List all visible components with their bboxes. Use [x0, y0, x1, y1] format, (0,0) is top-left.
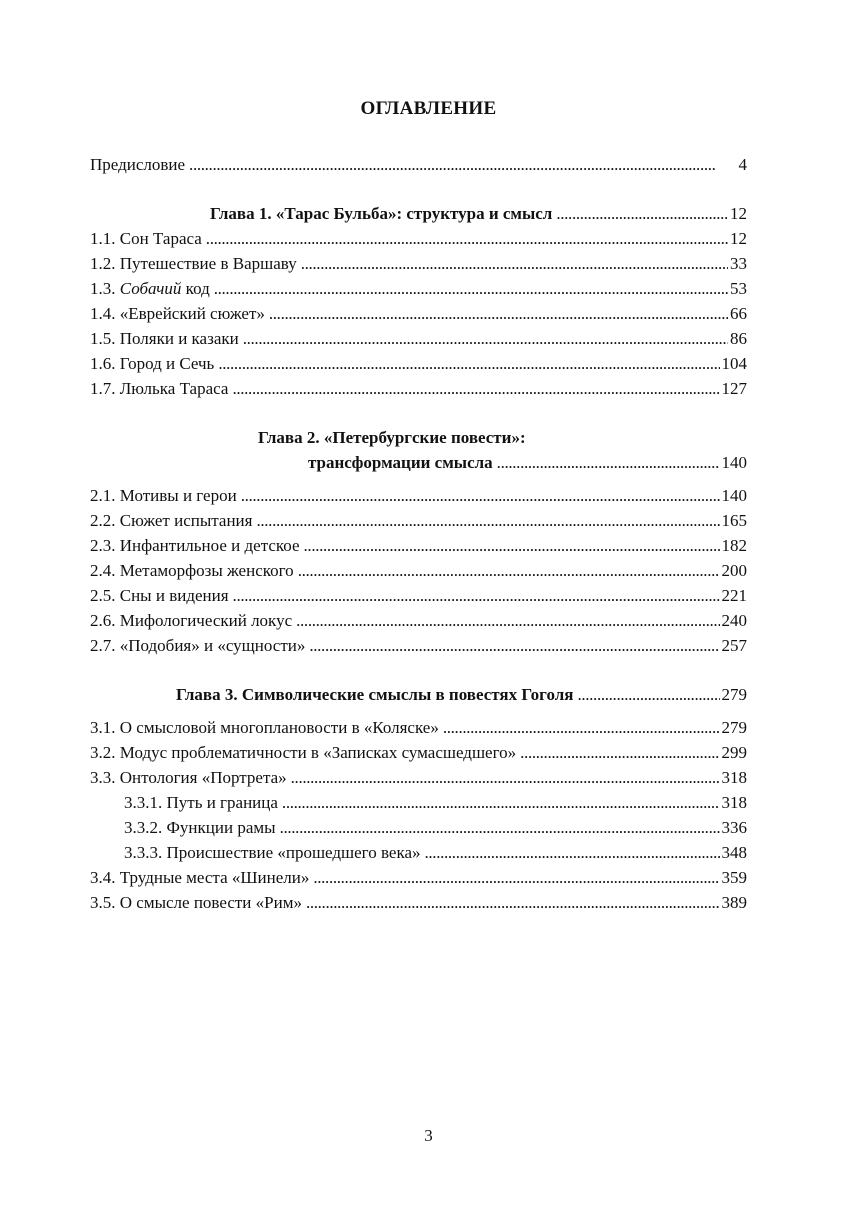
toc-entry-label: «Еврейский сюжет»: [119, 304, 265, 323]
toc-entry-page: 221: [721, 586, 747, 605]
toc-entry-label: Инфантильное и детское: [119, 536, 300, 555]
chapter-page: 12: [730, 204, 747, 223]
leader-dots: [218, 351, 719, 376]
page-title: ОГЛАВЛЕНИЕ: [360, 98, 497, 119]
toc-entry-number: 1.7.: [90, 379, 116, 398]
toc-entry-page: 318: [721, 793, 747, 812]
toc-entry-label: Мифологический локус: [119, 611, 293, 630]
chapter-3-heading: [90, 682, 747, 707]
leader-dots: [443, 715, 720, 740]
toc-entry-number: 1.4.: [90, 304, 116, 323]
toc-entry-label: Онтология «Портрета»: [119, 768, 287, 787]
toc-entry-number: 3.2.: [90, 743, 116, 762]
toc-entry-page: 127: [721, 379, 747, 398]
toc-entry: [90, 508, 747, 533]
toc-entry-page: 4: [738, 155, 747, 174]
toc-entry-number: 1.1.: [90, 229, 116, 248]
leader-dots: [304, 533, 720, 558]
toc-entry-label: Метаморфозы женского: [119, 561, 294, 580]
toc-entry-number: 2.7.: [90, 636, 116, 655]
chapter-title: Глава 3. Символические смыслы в повестях Гоголя: [176, 685, 574, 704]
toc-entry: [90, 865, 747, 890]
toc-entry: [90, 633, 747, 658]
leader-dots: [425, 840, 720, 865]
toc-entry-number: 2.4.: [90, 561, 116, 580]
leader-dots: [520, 740, 719, 765]
toc-entry-page: 200: [721, 561, 747, 580]
toc-entry-number: 1.2.: [90, 254, 116, 273]
toc-entry-page: 389: [721, 893, 747, 912]
toc-entry-page: 66: [730, 304, 747, 323]
toc-entry: [90, 608, 747, 633]
toc-entry-label: Люлька Тараса: [119, 379, 229, 398]
toc-entry: [90, 251, 747, 276]
toc-entry: [90, 533, 747, 558]
toc-entry-number: 3.1.: [90, 718, 116, 737]
leader-dots: [214, 276, 728, 301]
toc-entry: [90, 740, 747, 765]
toc-entry-label: Происшествие «прошедшего века»: [166, 843, 421, 862]
leader-dots: [241, 483, 720, 508]
toc-entry-label: Мотивы и герои: [119, 486, 237, 505]
toc-entry-page: 279: [721, 718, 747, 737]
toc-entry-page: 359: [721, 868, 747, 887]
leader-dots: [280, 815, 720, 840]
toc-entry: [90, 301, 747, 326]
toc-entry-page: 318: [721, 768, 747, 787]
toc-entry-label: «Подобия» и «сущности»: [119, 636, 306, 655]
toc-entry: [90, 715, 747, 740]
leader-dots: [301, 251, 728, 276]
toc-entry-label-italic: Собачий: [119, 279, 182, 298]
leader-dots: [233, 583, 720, 608]
toc-entry-number: 2.3.: [90, 536, 116, 555]
toc-entry-preface: [90, 152, 747, 177]
toc-entry-page: 140: [721, 486, 747, 505]
toc-entry-sub: [90, 790, 747, 815]
leader-dots: [313, 865, 719, 890]
toc-entry: [90, 376, 747, 401]
toc-entry: [90, 351, 747, 376]
toc-entry-page: 257: [721, 636, 747, 655]
leader-dots: [497, 450, 720, 475]
toc-entry-page: 182: [721, 536, 747, 555]
toc-entry: [90, 890, 747, 915]
toc-entry-page: 12: [730, 229, 747, 248]
toc-entry: [90, 226, 747, 251]
toc-entry-label: Сон Тараса: [119, 229, 202, 248]
chapter-page: 279: [721, 685, 747, 704]
toc-entry-page: 348: [721, 843, 747, 862]
toc-entry-sub: [90, 815, 747, 840]
leader-dots: [306, 890, 720, 915]
toc-entry-number: 2.2.: [90, 511, 116, 530]
toc-entry-number: 3.5.: [90, 893, 116, 912]
chapter-1-heading: [90, 201, 747, 226]
leader-dots: [189, 152, 736, 177]
chapter-page: 140: [721, 453, 747, 472]
toc-entry: [90, 765, 747, 790]
chapter-title: трансформации смысла: [308, 453, 493, 472]
leader-dots: [291, 765, 720, 790]
toc-entry-label: Город и Сечь: [119, 354, 215, 373]
toc-entry-label: О смысле повести «Рим»: [119, 893, 302, 912]
leader-dots: [296, 608, 719, 633]
page-number: 3: [424, 1126, 433, 1145]
leader-dots: [556, 201, 728, 226]
chapter-2-heading: [90, 450, 747, 475]
toc-entry-number: 2.1.: [90, 486, 116, 505]
toc-entry-label: Путешествие в Варшаву: [119, 254, 297, 273]
toc-entry-label: Функции рамы: [166, 818, 276, 837]
toc-entry-label: Трудные места «Шинели»: [119, 868, 310, 887]
chapter-title: Глава 1. «Тарас Бульба»: структура и смысл: [210, 204, 553, 223]
toc-entry-page: 86: [730, 329, 747, 348]
toc-entry-label: Сюжет испытания: [119, 511, 253, 530]
toc-entry-number: 3.4.: [90, 868, 116, 887]
toc-entry-number: 2.6.: [90, 611, 116, 630]
chapter-2-title-line1: Глава 2. «Петербургские повести»:: [258, 428, 526, 447]
toc-entry-number: 3.3.3.: [124, 843, 163, 862]
toc-entry: [90, 326, 747, 351]
toc-entry-page: 53: [730, 279, 747, 298]
toc-entry-label: Сны и видения: [119, 586, 229, 605]
toc-entry-page: 104: [721, 354, 747, 373]
toc-entry-number: 3.3.2.: [124, 818, 163, 837]
toc-entry-number: 3.3.1.: [124, 793, 163, 812]
toc-entry-number: 3.3.: [90, 768, 116, 787]
toc-entry-number: 2.5.: [90, 586, 116, 605]
leader-dots: [243, 326, 728, 351]
toc-entry-page: 336: [721, 818, 747, 837]
leader-dots: [232, 376, 719, 401]
toc-entry-sub: [90, 840, 747, 865]
leader-dots: [282, 790, 720, 815]
leader-dots: [298, 558, 720, 583]
toc-entry-page: 240: [721, 611, 747, 630]
toc-entry-number: 1.5.: [90, 329, 116, 348]
leader-dots: [309, 633, 719, 658]
leader-dots: [577, 682, 719, 707]
toc-entry-label: О смысловой многоплановости в «Коляске»: [119, 718, 439, 737]
table-of-contents: [90, 152, 747, 915]
toc-entry: [90, 583, 747, 608]
toc-entry: [90, 483, 747, 508]
toc-entry: [90, 276, 747, 301]
toc-entry-label: Путь и граница: [166, 793, 278, 812]
toc-entry-page: 165: [721, 511, 747, 530]
toc-entry-page: 33: [730, 254, 747, 273]
toc-entry-label: Поляки и казаки: [119, 329, 239, 348]
toc-entry-label: код: [181, 279, 210, 298]
toc-entry-number: 1.6.: [90, 354, 116, 373]
toc-entry-page: 299: [721, 743, 747, 762]
leader-dots: [269, 301, 728, 326]
toc-entry: [90, 558, 747, 583]
toc-entry-label: Предисловие: [90, 155, 186, 174]
toc-entry-label: Модус проблематичности в «Записках сумасшедшего»: [119, 743, 517, 762]
toc-entry-number: 1.3.: [90, 279, 116, 298]
leader-dots: [256, 508, 719, 533]
leader-dots: [206, 226, 728, 251]
